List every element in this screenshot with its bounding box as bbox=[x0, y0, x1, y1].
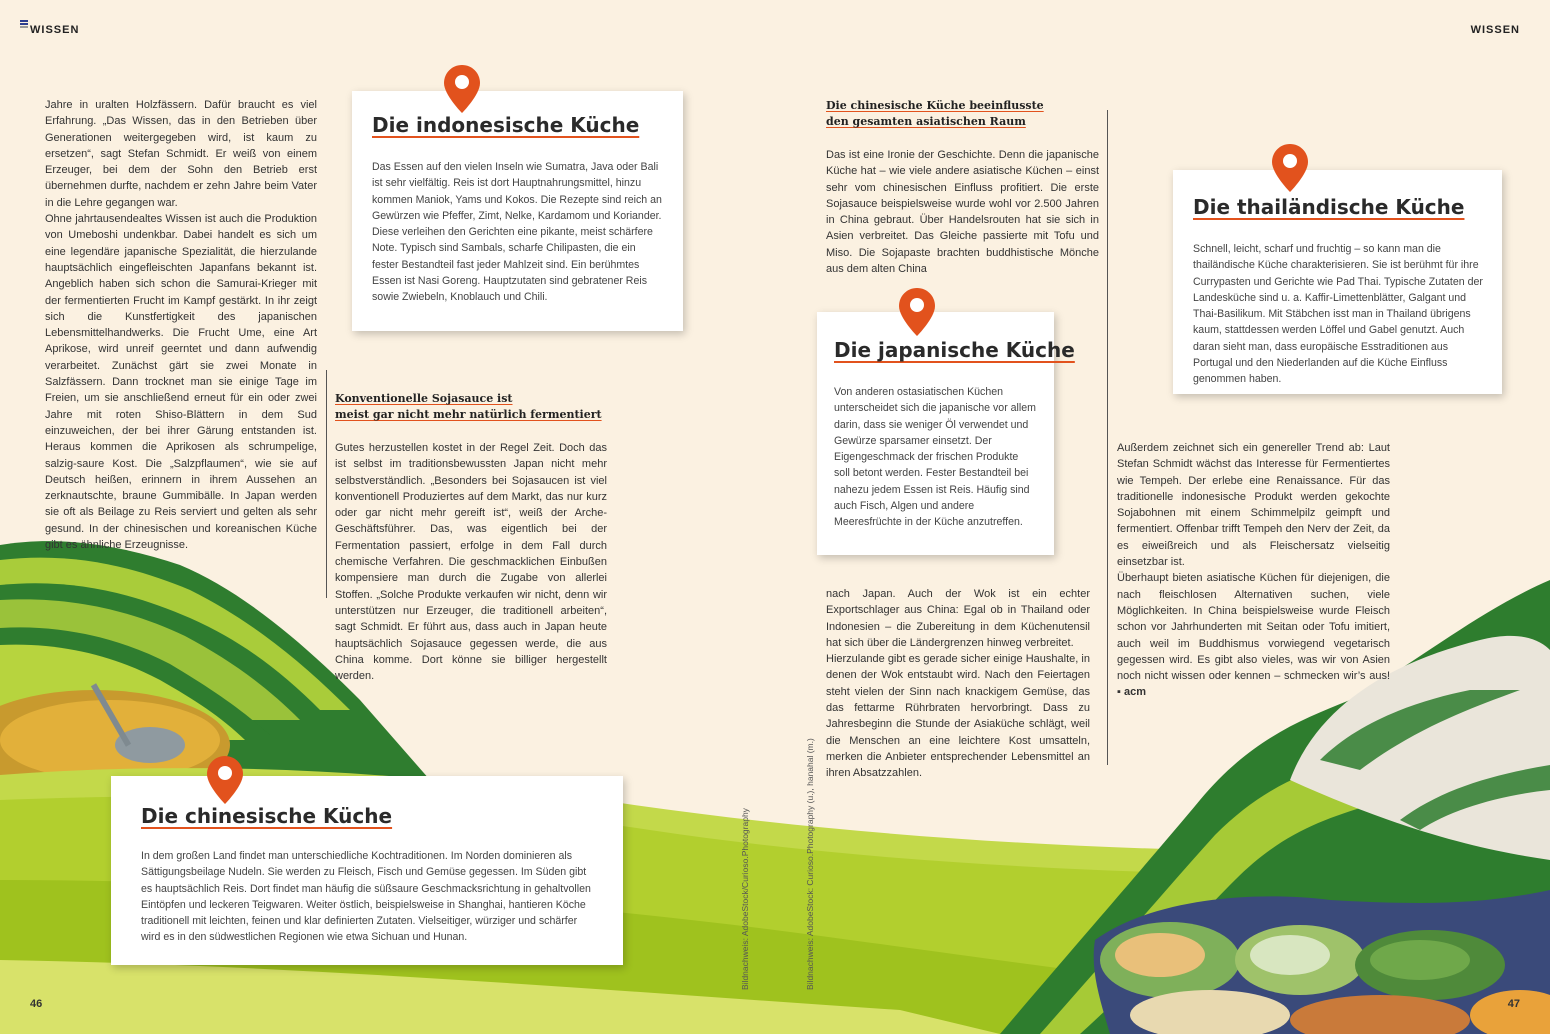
paragraph: nach Japan. Auch der Wok ist ein echter Exportschlager aus China: Egal ob in Thailand oder Indonesien – die Zubereitung in dem Küchenutensil hat sich über die Ländergrenzen hinweg verbreitet. bbox=[826, 588, 1090, 649]
paragraph: Überhaupt bieten asiatische Küchen für diejenigen, die nach fleischlosen Alternativen suchen, viele Möglichkeiten. In China beispielsweise wurde Fleisch schon vor Jahrhunderten mit Seitan oder Tofu imitiert, auch weil im Buddhismus vorwiegend vegetarisch gegessen wird. Es gibt also vieles, was wir von Asien noch nicht wissen oder kennen – schmecken wir’s aus! ▪ acm bbox=[1117, 572, 1390, 699]
card-title: Die thailändische Küche bbox=[1193, 195, 1465, 219]
card-chinese bbox=[111, 776, 623, 965]
article-column-4 bbox=[1117, 440, 1390, 701]
card-title: Die japanische Küche bbox=[834, 338, 1075, 362]
article-column-3-continued bbox=[826, 586, 1090, 782]
paragraph: Jahre in uralten Holzfässern. Dafür braucht es viel Erfahrung. „Das Wissen, das in den Betrieben über Generationen weitergegeben wird, ist kaum zu ersetzen“, sagt Stefan Schmidt. Er weiß von einem Erzeuger, bei dem der Sohn den Betrieb erst übernehmen durfte, nachdem er zehn Jahre beim Vater in die Lehre gegangen war. bbox=[45, 99, 317, 209]
image-credit: Bildnachweis: AdobeStock/Curioso.Photography bbox=[740, 808, 750, 990]
card-title: Die chinesische Küche bbox=[141, 804, 393, 828]
map-pin-icon bbox=[1272, 144, 1308, 192]
card-body: Schnell, leicht, scharf und fruchtig – so kann man die thailändische Küche charakterisieren. Sie ist berühmt für ihre Currypasten und Gerichte wie Pad Thai. Typische Zutaten der Landesküche sind u. a. Kaffir-Limettenblätter, Galgant und Thai-Basilikum. Mit Stäbchen isst man in Thailand übrigens kaum, stattdessen werden Löffel und Gabel genutzt. Auch daran sieht man, dass europäische Esstraditionen aus Portugal und den Niederlanden auf die Küche Einfluss genommen haben. bbox=[1193, 243, 1483, 386]
map-pin-icon bbox=[444, 65, 480, 113]
card-body: Von anderen ostasiatischen Küchen unterscheidet sich die japanische vor allem darin, dass sie weniger Öl verwendet und Gewürze sparsamer einsetzt. Der Eigengeschmack der frischen Produkte soll betont werden. Fester Bestandteil bei nahezu jedem Essen ist Reis. Häufig sind auch Fisch, Algen und andere Meeresfrüchte in der Küche anzutreffen. bbox=[834, 386, 1036, 529]
column-divider bbox=[326, 370, 327, 598]
paragraph: Ohne jahrtausendealtes Wissen ist auch die Produktion von Umeboshi undenkbar. Dabei handelt es sich um eine legendäre japanische Spezialität, die hierzulande hauptsächlich eingefleischten Japanfans bekannt ist. Angeblich haben sich schon die Samurai-Krieger mit der fermentierten Frucht im Kampf gestärkt. In ihr zeigt sich die Kunstfertigkeit des japanischen Lebensmittelhandwerks. Die Frucht Ume, eine Art Aprikose, wird unreif geerntet und dann aufwendig verarbeitet. Zunächst gärt sie zwei Monate in Salzfässern. Dann trocknet man sie einige Tage im Freien, um sie anschließend erneut für ein oder zwei Jahre mit roten Shiso-Blättern in dem Sud einzuweichen, der bei ihrer Gärung entstanden ist. Heraus kommen die Aprikosen als schrumpelige, salzig-saure Kost. Die „Salzpflaumen“, wie sie auf Deutsch heißen, erinnern in ihrem Aussehen an zerknautschte, braune Gummibälle. In Japan werden sie oft als Beilage zu Reis serviert und gelten als sehr gesund. In der chinesischen und koreanischen Küche gibt es ähnliche Erzeugnisse. bbox=[45, 213, 317, 552]
column-divider bbox=[1107, 110, 1108, 765]
paragraph: Das ist eine Ironie der Geschichte. Denn die japanische Küche hat – wie viele andere asiatische Küchen – einst sehr vom chinesischen Einfluss profitiert. Die erste Sojasauce beispielsweise wurde wohl vor 2.500 Jahren in China gebraut. Über Handelsrouten hat sie sich in Asien verbreitet. Das Gleiche passierte mit Tofu und Miso. Die Sojapaste brachten buddhistische Mönche aus dem alten China bbox=[826, 149, 1099, 276]
section-label-left: WISSEN bbox=[30, 24, 80, 36]
card-thai bbox=[1173, 170, 1502, 394]
card-title: Die indonesische Küche bbox=[372, 113, 640, 137]
flag-icon bbox=[20, 20, 28, 28]
article-column-2 bbox=[335, 391, 607, 684]
card-japanese bbox=[817, 312, 1075, 555]
author-signature: ▪ acm bbox=[1117, 686, 1146, 699]
article-column-3 bbox=[826, 98, 1099, 277]
map-pin-icon bbox=[899, 288, 935, 336]
paragraph: Hierzulande gibt es gerade sicher einige Haushalte, in denen der Wok entstaubt wird. Nach den Feiertagen steht vielen der Sinn nach knackigem Gemüse, das das fettarme Rührbraten hervorbringt. Dass zu Jahresbeginn die Stunde der Asiaküche schlägt, weil die Menschen an eine leichtere Kost umsatteln, merken die Anbieter entsprechender Lebensmittel an ihren Absatzzahlen. bbox=[826, 653, 1090, 780]
paragraph: Gutes herzustellen kostet in der Regel Zeit. Doch das ist selbst im traditionsbewussten Japan nicht mehr selbstverständlich. „Besonders bei Sojasaucen ist viel konventionell Produziertes auf dem Markt, das nur kurz oder gar nicht mehr gereift ist“, weiß der Arche-Geschäftsführer. Das, was eigentlich bei der Fermentation passiert, erfolge in dem Fall durch chemische Verfahren. Die geschmacklichen Einbußen kompensiere man durch die Zugabe von allerlei Stoffen. „Solche Produkte verkaufen wir nicht, denn wir unterstützen nur Erzeuger, die traditionell arbeiten“, sagt Schmidt. Er führt aus, dass auch in Japan heute hauptsächlich Sojasauce gegessen werde, die aus China komme. Dort könne sie billiger hergestellt werden. bbox=[335, 442, 607, 683]
paragraph: Außerdem zeichnet sich ein genereller Trend ab: Laut Stefan Schmidt wächst das Interesse für Fermentiertes wie Tempeh. Der erlebe eine Renaissance. Für das traditionelle indonesische Produkt werden gekochte Sojabohnen mit einem Schimmelpilz geimpft und fermentiert. Offenbar trifft Tempeh den Nerv der Zeit, da es eiweißreich und als Fleischersatz vielseitig einsetzbar ist. bbox=[1117, 442, 1390, 569]
card-body: In dem großen Land findet man unterschiedliche Kochtraditionen. Im Norden dominieren als Sättigungsbeilage Nudeln. Sie werden zu Fleisch, Fisch und Gemüse gegessen. Im Süden gibt es hauptsächlich Reis. Dort findet man häufig die süßsaure Geschmacksrichtung in gehaltvollen Eintöpfen und leckeren Teigwaren. Weiter östlich, beispielsweise in Shanghai, hantieren Köche traditionell mit leichten, feinen und klar definierten Zutaten. Vielseitiger, würziger und schärfer wird es in den südwestlichen Regionen wie etwa Sichuan und Hunan. bbox=[141, 850, 591, 944]
subheading: Die chinesische Küche beeinflusste den gesamten asiatischen Raum bbox=[826, 99, 1044, 128]
section-label-right: WISSEN bbox=[1470, 24, 1520, 36]
page-number-left: 46 bbox=[30, 998, 43, 1010]
page-number-right: 47 bbox=[1507, 998, 1520, 1010]
subheading: Konventionelle Sojasauce ist meist gar nicht mehr natürlich fermentiert bbox=[335, 392, 602, 421]
card-body: Das Essen auf den vielen Inseln wie Sumatra, Java oder Bali ist sehr vielfältig. Reis ist dort Hauptnahrungsmittel, hinzu kommen Maniok, Yams und Kokos. Die Rezepte sind reich an Gewürzen wie Pfeffer, Zimt, Nelke, Kardamom und Koriander. Diese verleihen den Gerichten eine pikante, meist schärfere Note. Typisch sind Sambals, scharfe Chilipasten, die ein fester Bestandteil fast jeder Mahlzeit sind. Ein berühmtes Essen ist Nasi Goreng. Hauptzutaten sind gebratener Reis sowie Zwiebeln, Knoblauch und Chili. bbox=[372, 161, 662, 304]
map-pin-icon bbox=[207, 756, 243, 804]
card-indonesian bbox=[352, 91, 683, 331]
image-credit: Bildnachweis: AdobeStock: Curioso.Photography (u.), hanahal (m.) bbox=[805, 738, 815, 990]
article-column-1 bbox=[45, 97, 317, 553]
